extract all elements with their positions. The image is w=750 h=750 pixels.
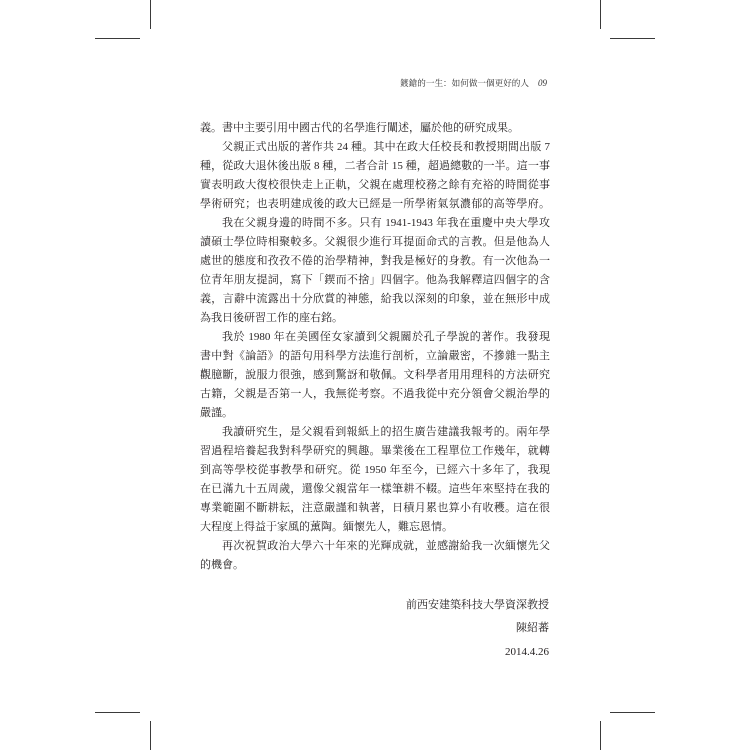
text-line: 義，言辭中流露出十分欣賞的神態，給我以深刻的印象，並在無形中成 [200,292,550,305]
text-line: 義。書中主要引用中國古代的名學進行闡述，屬於他的研究成果。 [200,121,519,134]
text-line: 我讀研究生，是父親看到報紙上的招生廣告建議我報考的。兩年學 [222,425,550,438]
text-line: 我於 1980 年在美國侄女家讀到父親關於孔子學說的著作。我發現 [222,330,550,343]
crop-mark-top-right-vertical [600,0,601,29]
text-line: 種，從政大退休後出版 8 種，二者合計 15 種，超過總數的一半。這一事 [200,159,550,172]
text-line: 再次祝賀政治大學六十年來的光輝成就，並感謝給我一次緬懷先父 [222,539,550,552]
text-line: 父親正式出版的著作共 24 種。其中在政大任校長和教授期間出版 7 [222,140,550,153]
signature-name: 陳紹蕃 [516,621,549,634]
text-line: 的機會。 [200,558,244,571]
text-line: 大程度上得益于家風的薰陶。緬懷先人，難忘恩情。 [200,520,453,533]
text-line: 學術研究；也表明建成後的政大已經是一所學術氣氛濃郁的高等學府。 [200,197,550,210]
crop-mark-bottom-right-horizontal [610,712,655,713]
text-line: 專業範圍不斷耕耘，注意嚴謹和執著，日積月累也算小有收穫。這在很 [200,501,550,514]
text-line: 處世的態度和孜孜不倦的治學精神，對我是極好的身教。有一次他為一 [200,254,550,267]
crop-mark-bottom-left-vertical [150,721,151,750]
text-line: 實表明政大復校很快走上正軌，父親在處理校務之餘有充裕的時間從事 [200,178,550,191]
text-line: 習過程培養起我對科學研究的興趣。畢業後在工程單位工作幾年，就轉 [200,444,550,457]
crop-mark-top-left-vertical [150,0,151,29]
text-line: 讀碩士學位時相聚較多。父親很少進行耳提面命式的言教。但是他為人 [200,235,550,248]
crop-mark-bottom-right-vertical [600,721,601,750]
running-header [400,77,547,89]
text-line: 到高等學校從事教學和研究。從 1950 年至今，已經六十多年了，我現 [200,463,550,476]
text-line: 在已滿九十五周歲，還像父親當年一樣筆耕不輟。這些年來堅持在我的 [200,482,550,495]
text-line: 嚴謹。 [200,406,233,419]
crop-mark-top-left-horizontal [95,38,140,39]
text-line: 我在父親身邊的時間不多。只有 1941-1943 年我在重慶中央大學攻 [222,216,550,229]
crop-mark-bottom-left-horizontal [95,712,140,713]
text-line: 為我日後研習工作的座右銘。 [200,311,343,324]
page-number: 09 [538,78,547,88]
text-line: 古籍，父親是否第一人，我無從考察。不過我從中充分領會父親治學的 [200,387,550,400]
running-title: 鍍鎗的一生：如何做一個更好的人 [400,78,529,88]
text-line: 書中對《論語》的語句用科學方法進行剖析，立論嚴密，不摻雜一點主 [200,349,550,362]
text-line: 位青年朋友提詞，寫下「鍥而不捨」四個字。他為我解釋這四個字的含 [200,273,550,286]
crop-mark-top-right-horizontal [610,38,655,39]
signature-date: 2014.4.26 [505,645,549,658]
body-text [200,119,550,575]
text-line: 觀臆斷，說服力很強，感到驚訝和敬佩。文科學者用用理科的方法研究 [200,368,550,381]
signature-affiliation: 前西安建築科技大學資深教授 [406,598,549,611]
